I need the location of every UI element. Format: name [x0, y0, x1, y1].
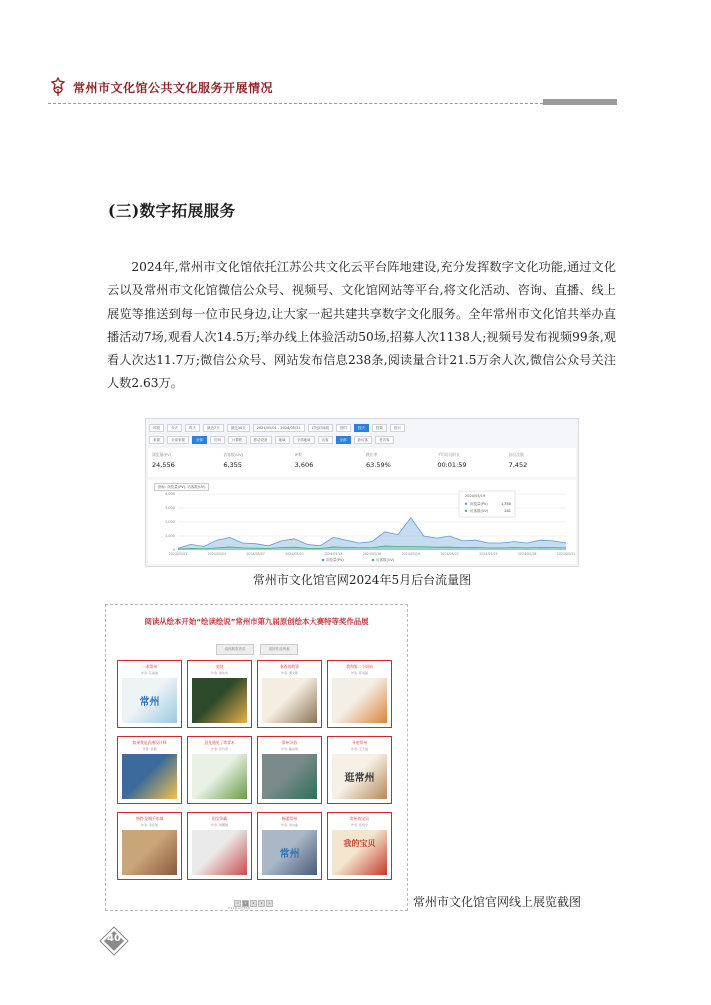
pager-button[interactable]: 3 [258, 900, 265, 907]
metric-card [219, 448, 290, 477]
filter-chip[interactable]: 今天 [167, 424, 182, 432]
traffic-chart-panel [148, 480, 576, 564]
artwork-author: 作者: 徐佑然 [211, 671, 228, 675]
metric-card [291, 448, 362, 477]
filter-chip[interactable]: 全部来源 [167, 436, 189, 444]
artwork-thumbnail[interactable] [262, 678, 317, 723]
artwork-title[interactable]: 我和第二个妈妈 [346, 664, 373, 669]
metric-selector[interactable]: 指标: 浏览量(PV), 访客数(UV) [154, 483, 209, 491]
artwork-title[interactable]: 寻迹常州 [351, 740, 368, 745]
artwork-author: 作者: 戴诗琪 [281, 747, 298, 751]
filter-chip[interactable]: 昨天 [185, 424, 200, 432]
section-heading: (三)数字拓展服务 [108, 201, 236, 220]
artwork-card[interactable] [257, 660, 322, 728]
y-tick-label: 2,000 [164, 520, 175, 525]
filter-chip[interactable]: 来源 [149, 436, 164, 444]
artwork-thumbnail[interactable] [332, 830, 387, 875]
filter-row-time [146, 422, 578, 433]
artwork-title[interactable]: 国宝争霸 [211, 816, 228, 821]
filter-chip[interactable]: 按周 [372, 424, 387, 432]
artwork-title[interactable]: 畅游常州 [281, 816, 298, 821]
figure1-caption: 常州市文化馆官网2024年5月后台流量图 [252, 573, 472, 587]
artwork-title[interactable]: 如果我是武康设计师 [132, 740, 167, 745]
museum-logo-icon [50, 77, 66, 97]
artwork-lettering: 我的宝贝 [343, 839, 376, 848]
back-to-works-button[interactable]: 返回作品列表 [260, 644, 298, 655]
pager-button[interactable]: > [266, 900, 273, 907]
metric-label: IP数 [294, 452, 302, 457]
filter-chip[interactable]: 最近30天 [227, 424, 250, 432]
filter-chip[interactable]: 新访客 [354, 436, 373, 444]
metric-value: 24,556 [152, 461, 175, 469]
artwork-card[interactable] [257, 736, 322, 804]
series-area-pv [178, 518, 566, 550]
y-tick-label: 1,000 [164, 534, 175, 539]
tooltip-label: 浏览量(PV) [470, 502, 488, 506]
x-tick-label: 2024/05/25 [479, 552, 498, 556]
artwork-author: 作者: 沈诗涵 [281, 823, 298, 827]
y-tick-label: 4,000 [164, 492, 175, 497]
artwork-card[interactable] [327, 736, 392, 804]
artwork-thumbnail[interactable] [332, 754, 387, 799]
x-tick-label: 2024/05/04 [207, 552, 226, 556]
artwork-card[interactable] [117, 736, 182, 804]
x-tick-label: 2024/05/31 [556, 552, 576, 556]
artwork-author: 作者: 曹文熙 [281, 671, 298, 675]
artwork-author: 作者: 李佳航 [141, 823, 158, 827]
pagination-total: 共12条 每页12条 [228, 906, 250, 910]
pager-button[interactable]: 1 [242, 900, 249, 907]
artwork-thumbnail[interactable] [332, 678, 387, 723]
running-header-title: 常州市文化馆公共文化服务开展情况 [73, 81, 274, 95]
legend-entry: 访客数(UV) [376, 558, 395, 563]
legend-swatch [322, 559, 325, 562]
header-gray-bar [543, 99, 617, 105]
artwork-author: 作者: 张竹语 [211, 747, 228, 751]
filter-row-source [146, 434, 578, 445]
filter-chip[interactable]: 全部 [192, 436, 207, 444]
legend-entry: 浏览量(PV) [326, 558, 344, 563]
filter-chip[interactable]: 地域 [275, 436, 290, 444]
x-tick-label: 2024/05/10 [285, 552, 304, 556]
artwork-title[interactable]: 常州的宝贝 [350, 816, 369, 821]
filter-chip[interactable]: 按月 [390, 424, 405, 432]
artwork-title[interactable]: 英勃 [215, 664, 224, 669]
artwork-author: 作者: 陈雨涵 [351, 671, 368, 675]
x-tick-label: 2024/05/13 [324, 552, 343, 556]
filter-chip[interactable]: 按天 [354, 424, 369, 432]
artwork-author: 作者: 陈悦宁 [351, 823, 368, 827]
filter-chip[interactable]: 全部 [336, 436, 351, 444]
artwork-thumbnail[interactable] [192, 830, 247, 875]
y-tick-label: 0 [172, 548, 175, 553]
metric-label: 访客数(UV) [223, 452, 244, 457]
artwork-thumbnail[interactable] [262, 754, 317, 799]
tooltip-value: 241 [504, 509, 511, 513]
artwork-card[interactable] [257, 812, 322, 880]
artwork-card[interactable] [327, 660, 392, 728]
artwork-author: 作者: 吴楠 [142, 747, 157, 751]
artwork-card[interactable] [117, 660, 182, 728]
artwork-author: 作者: 王艺晨 [351, 747, 368, 751]
x-tick-label: 2024/05/22 [440, 552, 459, 556]
artwork-lettering: 常州 [139, 697, 160, 708]
artwork-title[interactable]: 常州习俗 [281, 740, 298, 745]
x-tick-label: 2024/05/01 [168, 552, 188, 556]
tooltip-value: 1,350 [500, 502, 511, 506]
filter-chip[interactable]: 访客 [318, 436, 333, 444]
artwork-title[interactable]: 恐龙遇见了常青木 [204, 740, 235, 745]
x-tick-label: 2024/05/28 [518, 552, 537, 556]
exhibition-title: 阅读从绘本开始“绘读绘说”常州市第九届原创绘本大赛特等奖作品展 [144, 617, 369, 626]
filter-chip[interactable]: 访问 [210, 436, 225, 444]
artwork-thumbnail[interactable] [192, 754, 247, 799]
filter-chip[interactable]: 最近7天 [203, 424, 224, 432]
artwork-author: 作者: 孔涵瑜 [141, 671, 158, 675]
artwork-card[interactable] [117, 812, 182, 880]
page-number: 40 [107, 933, 121, 944]
artwork-lettering: 逛常州 [344, 773, 375, 784]
filter-chip[interactable]: 计算机 [228, 436, 247, 444]
artwork-card[interactable] [187, 812, 252, 880]
filter-chip[interactable]: 按时 [336, 424, 351, 432]
artwork-lettering: 常州 [279, 849, 300, 860]
figure2-caption: 常州市文化馆官网线上展览截图 [413, 895, 582, 909]
pager-button[interactable]: 2 [250, 900, 257, 907]
artwork-card[interactable] [327, 812, 392, 880]
online-exhibition-screenshot [105, 604, 408, 911]
tooltip-label: 2024/05/19 [465, 494, 486, 498]
metric-value: 63.59% [365, 461, 391, 469]
metric-card [505, 448, 576, 477]
filter-chip[interactable]: 全部地域 [293, 436, 315, 444]
metric-label: 平均访问时长 [437, 452, 461, 457]
artwork-thumbnail[interactable] [122, 678, 177, 723]
body-paragraph [107, 256, 616, 396]
metric-value: 00:01:59 [437, 461, 467, 469]
artwork-card[interactable] [187, 736, 252, 804]
header-dotted-rule [48, 103, 543, 104]
metric-card [362, 448, 433, 477]
metric-label: 跳出率 [365, 452, 378, 457]
tooltip-swatch [465, 510, 467, 512]
artwork-thumbnail[interactable] [122, 754, 177, 799]
artwork-title[interactable]: 春香的故事 [280, 664, 299, 669]
back-to-exhibition-button[interactable]: 返回展览首页 [216, 644, 254, 655]
filter-chip[interactable]: 移动设备 [250, 436, 272, 444]
artwork-thumbnail[interactable] [262, 830, 317, 875]
traffic-area-chart [148, 480, 576, 564]
metric-card [433, 448, 504, 477]
filter-chip[interactable]: 老访客 [375, 436, 394, 444]
metric-value: 6,355 [223, 461, 242, 469]
paragraph-text: 2024年,常州市文化馆依托江苏公共文化云平台阵地建设,充分发挥数字文化功能,通过文化云以及常州市文化馆微信公众号、视频号、文化馆网站等平台,将文化活动、咨询、直播、线上展览等推送到每一位市民身边,让大家一起共建共享数字文化服务。全年常州市文化馆共举办直播活动7场,观看人次14.5万;举办线上体验活动50场,招募人次1138人;视频号发布视频99条,观看人次达11.7万;微信公众号、网站发布信息238条,阅读量合计21.5万余人次,微信公众号关注人数2.63万。 [107, 260, 616, 391]
traffic-dashboard-screenshot [145, 418, 579, 567]
artwork-thumbnail[interactable] [122, 830, 177, 875]
filter-chip[interactable]: 对比时间段 [308, 424, 334, 432]
artwork-title[interactable]: 茶韵·龙城千年味 [135, 816, 164, 821]
pager-button[interactable]: < [234, 900, 241, 907]
artwork-title[interactable]: 一本常州 [141, 664, 158, 669]
x-tick-label: 2024/05/16 [362, 552, 382, 556]
tooltip-swatch [465, 503, 467, 505]
legend-swatch [372, 559, 375, 562]
metric-label: 浏览量(PV) [152, 452, 172, 457]
artwork-author: 作者: 周馨雅 [211, 823, 228, 827]
metrics-summary [148, 448, 576, 477]
metric-value: 3,606 [294, 461, 314, 469]
y-tick-label: 3,000 [164, 506, 175, 511]
x-tick-label: 2024/05/19 [401, 552, 420, 556]
metric-card [148, 448, 219, 477]
metric-label: 访问次数 [508, 452, 524, 457]
artwork-card[interactable] [187, 660, 252, 728]
metric-value: 7,452 [508, 461, 528, 469]
filter-chip[interactable]: 时段 [149, 424, 164, 432]
filter-chip[interactable]: 2024/05/01 - 2024/05/31 [253, 424, 305, 432]
tooltip-label: 访客数(UV) [470, 509, 489, 513]
artwork-thumbnail[interactable] [192, 678, 247, 723]
x-tick-label: 2024/05/07 [246, 552, 265, 556]
